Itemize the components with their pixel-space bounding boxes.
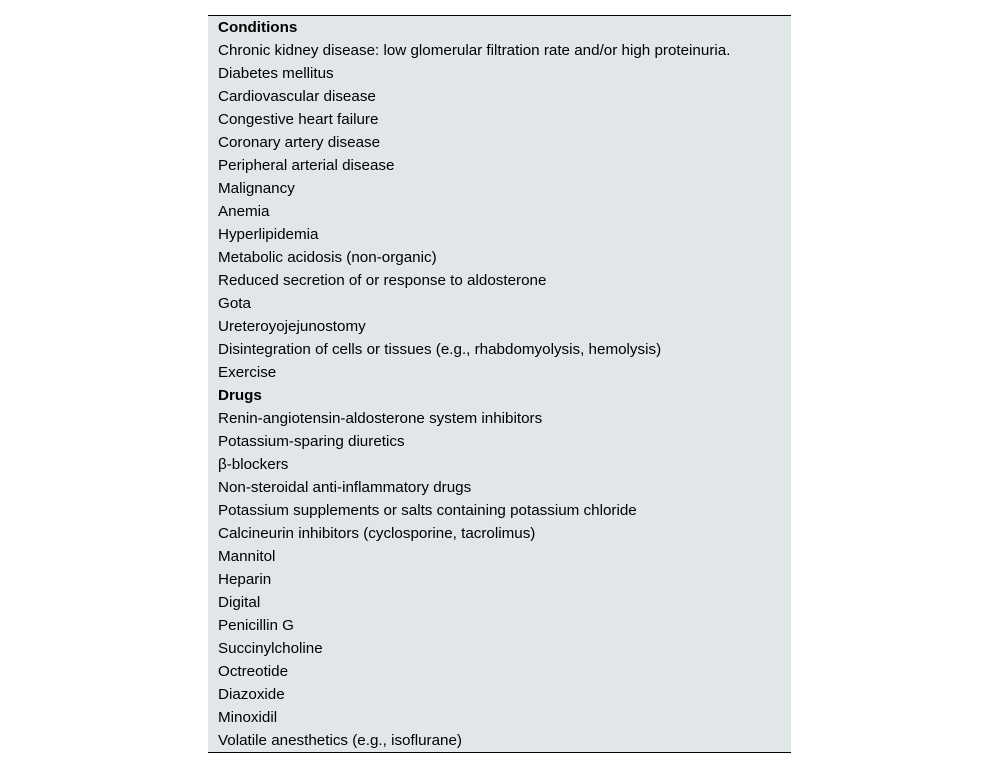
table-row: Potassium-sparing diuretics [218, 433, 405, 450]
table-row: Penicillin G [218, 617, 294, 634]
table-row: Diabetes mellitus [218, 65, 334, 82]
table-row: Metabolic acidosis (non-organic) [218, 249, 437, 266]
table-row: Disintegration of cells or tissues (e.g., rhabdomyolysis, hemolysis) [218, 341, 662, 358]
table-row: β-blockers [218, 456, 289, 473]
table-row: Minoxidil [218, 709, 278, 726]
table-row: Anemia [218, 203, 270, 220]
table-row: Digital [218, 594, 261, 611]
table-row: Peripheral arterial disease [218, 157, 395, 174]
table-row: Gota [218, 295, 251, 312]
table-row: Reduced secretion of or response to aldosterone [218, 272, 547, 289]
table-row: Congestive heart failure [218, 111, 379, 128]
table-row: Heparin [218, 571, 272, 588]
section-heading-drugs: Drugs [218, 387, 262, 404]
table-row: Mannitol [218, 548, 276, 565]
risk-factors-table [208, 15, 791, 753]
table-row: Octreotide [218, 663, 289, 680]
table-row: Diazoxide [218, 686, 285, 703]
table-row: Malignancy [218, 180, 295, 197]
table-row: Coronary artery disease [218, 134, 381, 151]
table-row: Chronic kidney disease: low glomerular filtration rate and/or high proteinuria. [218, 42, 731, 59]
table-row: Potassium supplements or salts containing potassium chloride [218, 502, 637, 519]
table-row: Succinylcholine [218, 640, 323, 657]
table-row: Exercise [218, 364, 277, 381]
table-row: Hyperlipidemia [218, 226, 319, 243]
table-row: Ureteroyojejunostomy [218, 318, 366, 335]
table-row: Renin-angiotensin-aldosterone system inhibitors [218, 410, 543, 427]
table-row: Non-steroidal anti-inflammatory drugs [218, 479, 472, 496]
table-row: Volatile anesthetics (e.g., isoflurane) [218, 732, 462, 749]
table-row: Calcineurin inhibitors (cyclosporine, tacrolimus) [218, 525, 536, 542]
table-row: Cardiovascular disease [218, 88, 376, 105]
section-heading-conditions: Conditions [218, 19, 298, 36]
